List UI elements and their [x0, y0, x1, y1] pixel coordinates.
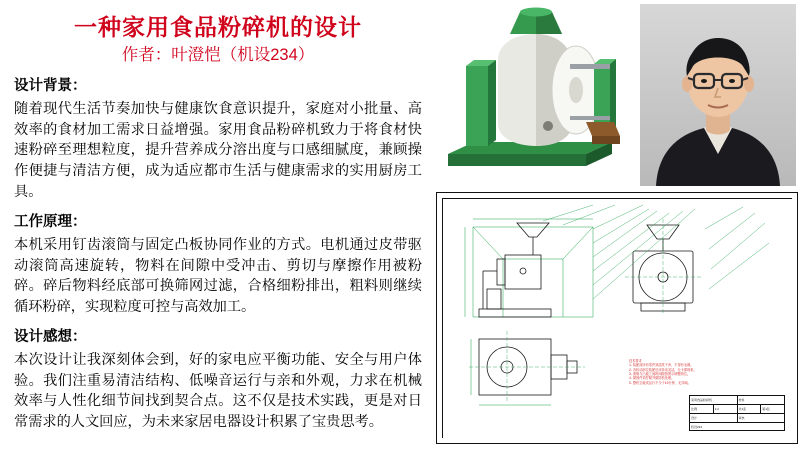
- note-line: 1.装配前所有零件须清洗干净，不得有毛刺。: [629, 363, 694, 368]
- author-line: 作者：叶澄恺（机设234）: [121, 45, 315, 64]
- author-portrait-photo: [640, 4, 796, 186]
- section-reflection: [14, 328, 422, 432]
- section-principle: [14, 213, 422, 317]
- scale-label-cell: 比例: [690, 405, 714, 413]
- sheet-label-cell: 共1张: [738, 405, 762, 413]
- engineering-drawing-sheet: [436, 192, 798, 444]
- section-body: 本次设计让我深刻体会到，好的家电应平衡功能、安全与用户体验。我们注重易清洁结构、低噪音运行与亲和外观，力求在机械效率与人性化细节间找到契合点。这不仅是技术实践，更是对日常需求的人文回应，为未来家居电器设计积累了宝贵思考。: [14, 352, 422, 431]
- section-heading: 设计背景：: [14, 78, 87, 95]
- section-heading: 工作原理：: [14, 214, 87, 231]
- title-block-row: [690, 414, 784, 423]
- section-heading: 设计感想：: [14, 329, 87, 346]
- product-render-image: [436, 4, 636, 186]
- material-cell: 材料: [738, 398, 745, 402]
- note-line: 5.整机空载试运行不少于10分钟，无异响。: [629, 380, 691, 385]
- photo-row: [436, 4, 796, 186]
- title-block-row: [690, 396, 784, 405]
- right-media-column: [432, 0, 800, 450]
- title-block-row: [690, 405, 784, 414]
- drawing-title-block: [689, 395, 785, 431]
- drawing-notes: [629, 359, 737, 385]
- check-cell: 审核: [738, 416, 745, 420]
- designer-cell: 设计: [690, 414, 738, 422]
- drawing-frame: [442, 198, 792, 438]
- title-block-row: [690, 423, 784, 432]
- scale-value-cell: 1:2: [714, 405, 738, 413]
- portrait-svg: [640, 4, 796, 186]
- section-body: 本机采用钉齿滚筒与固定凸板协同作业的方式。电机通过皮带驱动滚筒高速旋转，物料在间隙中受冲击、剪切与摩擦作用被粉碎。碎后物料经底部可换筛网过滤，合格细粉排出，粗料则继续循环粉碎，实现粒度可控与高效加工。: [14, 237, 422, 315]
- sheet-value-cell: 第1张: [762, 407, 770, 411]
- section-background: [14, 77, 422, 202]
- note-line: 4.紧固件须拧紧并做防松处理。: [629, 376, 675, 381]
- page-title: 一种家用食品粉碎机的设计: [74, 14, 362, 40]
- render-svg: [436, 4, 636, 186]
- section-body: 随着现代生活节奏加快与健康饮食意识提升，家庭对小批量、高效率的食材加工需求日益增强。家用食品粉碎机致力于将食材快速粉碎至理想粒度，提升营养成分溶出度与口感细腻度，兼顾操作便捷与清洁方便，成为适应都市生活与健康需求的实用厨房工具。: [14, 101, 422, 200]
- note-line: 技术要求: [629, 359, 642, 363]
- part-name-cell: 家用食品粉碎机: [690, 396, 738, 404]
- note-line: 2.各转动部位装配后应转动灵活，无卡滞现象。: [629, 367, 697, 372]
- school-cell: 机设234: [691, 425, 703, 429]
- note-line: 3.滚筒与凸板之间的间隙按图示调整到位。: [629, 371, 691, 376]
